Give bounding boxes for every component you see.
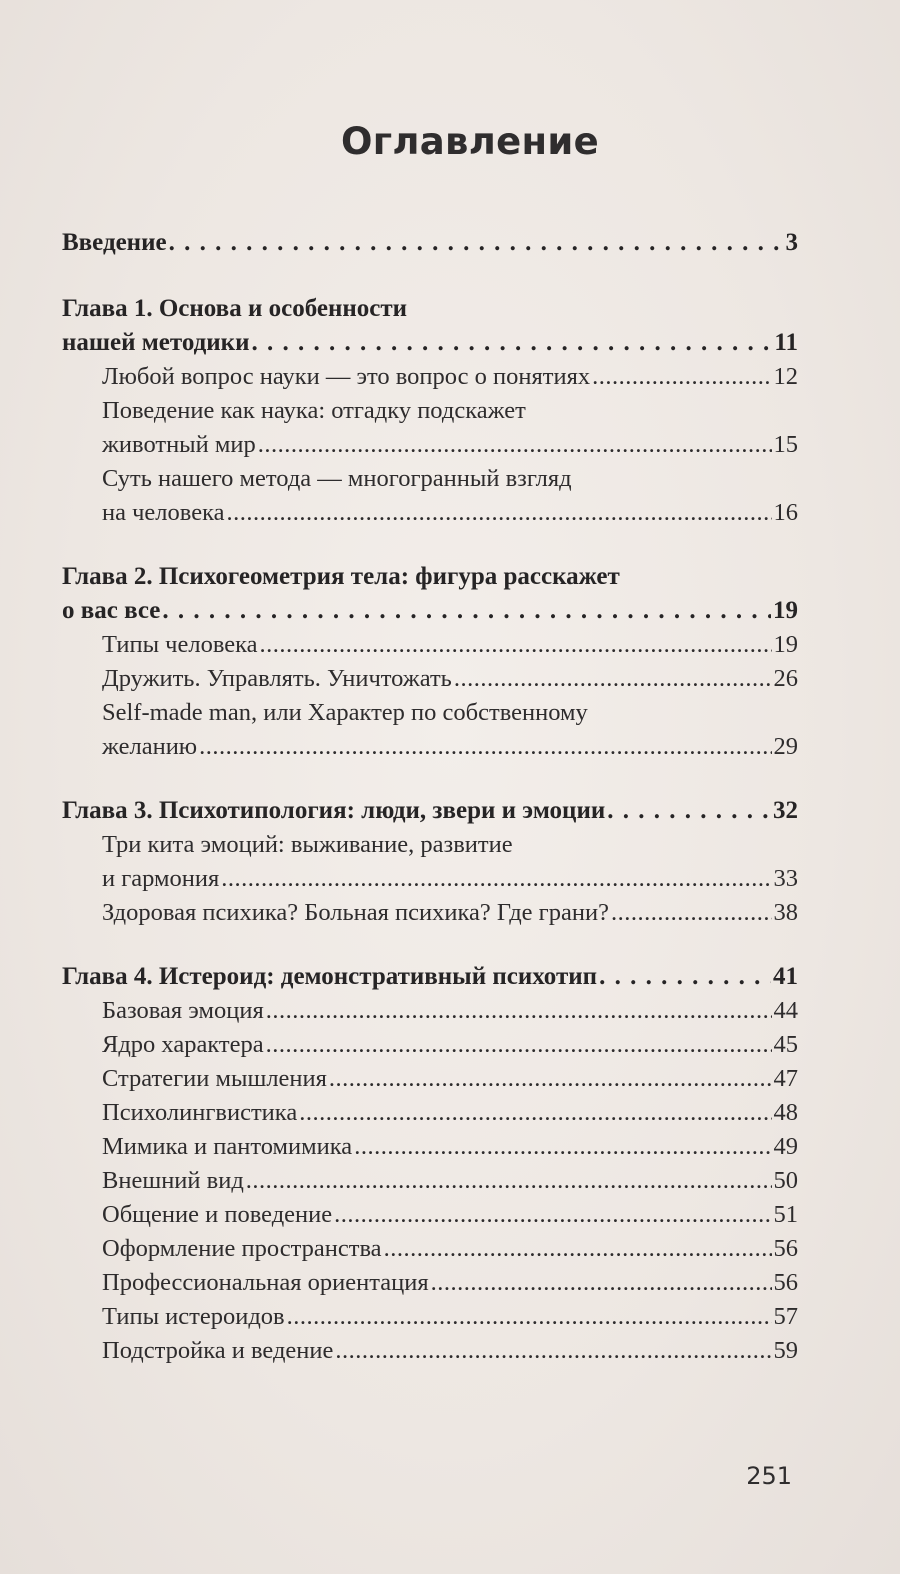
dot-leader [329,1062,772,1096]
dot-leader [258,428,772,462]
toc-page-number: 47 [773,1065,798,1092]
dot-leader [199,730,771,764]
toc-entry-label: Оформление пространства [102,1235,382,1262]
toc-entry-label: Введение [62,229,167,256]
toc-page-number: 50 [773,1167,798,1194]
toc-page-number: 11 [774,329,798,356]
dot-leader [599,960,771,994]
toc-page-number: 38 [773,899,798,926]
toc-entry-label: Внешний вид [102,1167,244,1194]
dot-leader [334,1198,771,1232]
toc-page-number: 15 [773,431,798,458]
toc-entry-label: Стратегии мышления [102,1065,327,1092]
toc-entry-label: нашей методики [62,329,250,356]
toc-page-number: 32 [773,797,798,824]
dot-leader [221,862,771,896]
toc-subentry [62,1300,798,1334]
toc-entry-intro [62,226,798,260]
toc-page-number: 16 [773,499,798,526]
dot-leader [266,1028,772,1062]
toc-subentry-line1: Поведение как наука: отгадку подскажет [102,397,526,424]
toc-page-number: 12 [773,363,798,390]
toc-page-number: 3 [785,229,798,256]
toc-entry-label: Мимика и пантомимика [102,1133,353,1160]
toc-page-number: 56 [773,1235,798,1262]
toc-page-number: 56 [773,1269,798,1296]
dot-leader [169,226,784,260]
dot-leader [287,1300,772,1334]
toc-subentry [62,1334,798,1368]
toc-page-number: 44 [773,997,798,1024]
toc-page-number: 49 [773,1133,798,1160]
toc-page-number: 45 [773,1031,798,1058]
toc-subentry [62,1028,798,1062]
toc-chapter-1-title-line1: Глава 1. Основа и особенности [62,295,408,322]
toc-chapter-3 [62,794,798,828]
toc-subentry [62,1164,798,1198]
dot-leader [299,1096,771,1130]
toc-subentry [62,1130,798,1164]
toc-subentry-line1: Суть нашего метода — многогранный взгляд [102,465,572,492]
dot-leader [246,1164,772,1198]
toc-subentry [62,360,798,394]
dot-leader [227,496,772,530]
toc-chapter-2-title-line1: Глава 2. Психогеометрия тела: фигура расскажет [62,563,620,590]
dot-leader [260,628,772,662]
dot-leader [611,896,772,930]
toc-subentry [62,994,798,1028]
toc-subentry [62,1266,798,1300]
toc-entry-label: на человека [102,499,225,526]
toc-subentry [62,628,798,662]
toc-subentry-line1: Три кита эмоций: выживание, развитие [102,831,513,858]
toc-page-number: 19 [773,631,798,658]
toc-entry-label: Типы истероидов [102,1303,285,1330]
toc-subentry [62,428,798,462]
toc-subentry [62,730,798,764]
toc-entry-label: Дружить. Управлять. Уничтожать [102,665,452,692]
toc-entry-label: Подстройка и ведение [102,1337,334,1364]
toc-entry-label: животный мир [102,431,256,458]
toc-page-number: 26 [773,665,798,692]
dot-leader [354,1130,771,1164]
toc-subentry [62,1198,798,1232]
toc-chapter-4 [62,960,798,994]
dot-leader [592,360,771,394]
toc-entry-label: о вас все [62,597,161,624]
toc-page-number: 19 [773,597,798,624]
toc-subentry [62,862,798,896]
toc-entry-label: Общение и поведение [102,1201,333,1228]
toc-entry-label: желанию [102,733,198,760]
toc-subentry [62,1096,798,1130]
toc-entry-label: Базовая эмоция [102,997,264,1024]
toc-subentry [62,1232,798,1266]
toc-entry-label: Здоровая психика? Больная психика? Где грани? [102,899,609,926]
toc-entry-label: и гармония [102,865,220,892]
toc-entry-label: Глава 4. Истероид: демонстративный психотип [62,963,598,990]
dot-leader [431,1266,772,1300]
toc-entry-label: Глава 3. Психотипология: люди, звери и эмоции [62,797,606,824]
toc-subentry [62,496,798,530]
toc-page-number: 48 [773,1099,798,1126]
page-number: 251 [746,1462,792,1490]
toc-page-number: 59 [773,1337,798,1364]
toc-page-number: 51 [773,1201,798,1228]
dot-leader [384,1232,772,1266]
toc-page-number: 41 [773,963,798,990]
table-of-contents [62,226,798,1368]
dot-leader [335,1334,771,1368]
toc-page-number: 29 [773,733,798,760]
dot-leader [251,326,772,360]
dot-leader [607,794,771,828]
toc-subentry [62,662,798,696]
dot-leader [162,594,771,628]
dot-leader [266,994,772,1028]
toc-entry-label: Профессиональная ориентация [102,1269,429,1296]
toc-subentry [62,896,798,930]
toc-page-number: 57 [773,1303,798,1330]
toc-chapter-1 [62,326,798,360]
dot-leader [454,662,772,696]
toc-entry-label: Ядро характера [102,1031,264,1058]
toc-entry-label: Психолингвистика [102,1099,298,1126]
toc-entry-label: Любой вопрос науки — это вопрос о понятиях [102,363,591,390]
toc-entry-label: Типы человека [102,631,258,658]
toc-subentry-line1: Self-made man, или Характер по собственному [102,699,588,726]
page-title: Оглавление [340,120,600,163]
toc-page-number: 33 [773,865,798,892]
toc-subentry [62,1062,798,1096]
toc-chapter-2 [62,594,798,628]
